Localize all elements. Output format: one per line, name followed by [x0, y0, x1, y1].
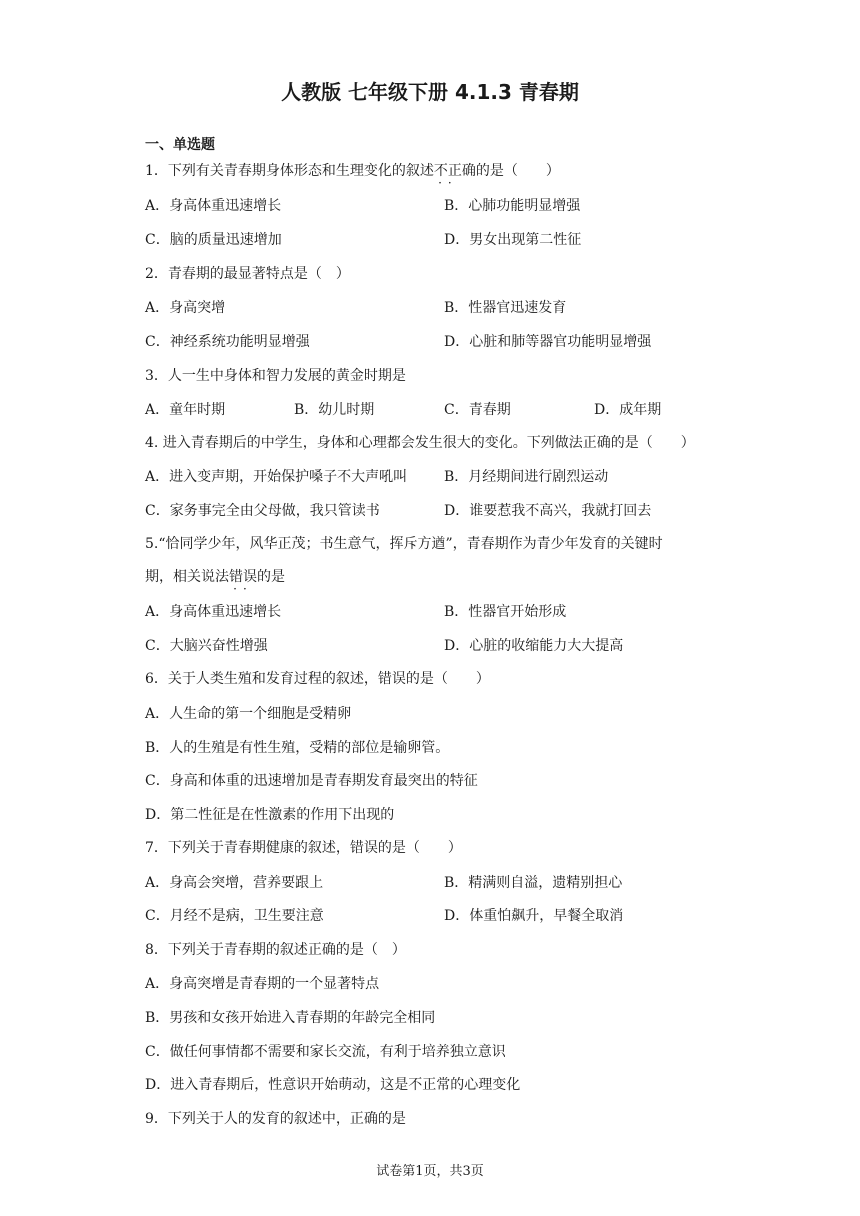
q7-option-d: D．体重怕飙升，早餐全取消: [444, 908, 624, 924]
q5-option-b: B．性器官开始形成: [444, 604, 567, 620]
q5-option-a: A．身高体重迅速增长: [145, 604, 282, 620]
q7-option-c: C．月经不是病，卫生要注意: [145, 908, 324, 924]
q5-stem-end: 的是: [257, 569, 285, 585]
q1-option-d: D．男女出现第二性征: [444, 232, 582, 248]
q8-option-b: B．男孩和女孩开始进入青春期的年龄完全相同: [145, 1010, 436, 1026]
question-7: 7．下列关于青春期健康的叙述，错误的是（ ）: [145, 840, 462, 856]
q6-option-a: A．人生命的第一个细胞是受精卵: [145, 706, 352, 722]
q7-option-a: A．身高会突增，营养要跟上: [145, 875, 324, 891]
q1-emphasis: 不正 ··: [434, 163, 462, 179]
q5-option-d: D．心脏的收缩能力大大提高: [444, 638, 624, 654]
q1-option-a: A．身高体重迅速增长: [145, 198, 282, 214]
q2-option-a: A．身高突增: [145, 300, 226, 316]
q3-option-a: A．童年时期: [145, 402, 226, 418]
q1-option-b: B．心肺功能明显增强: [444, 198, 581, 214]
q5-emphasis: 错误 ··: [229, 569, 257, 585]
page-title: 人教版 七年级下册 4.1.3 青春期: [281, 80, 579, 104]
page-footer: 试卷第1页，共3页: [376, 1164, 484, 1179]
question-3: 3．人一生中身体和智力发展的黄金时期是: [145, 368, 406, 384]
q1-stem-start: 1．下列有关青春期身体形态和生理变化的叙述: [145, 163, 434, 179]
question-5-line-2: [145, 568, 285, 586]
q2-option-b: B．性器官迅速发育: [444, 300, 567, 316]
question-1: [145, 162, 560, 180]
question-2: 2．青春期的最显著特点是（ ）: [145, 266, 350, 282]
question-4: 4. 进入青春期后的中学生，身体和心理都会发生很大的变化。下列做法正确的是（ ）: [145, 435, 695, 451]
q4-option-d: D．谁要惹我不高兴，我就打回去: [444, 503, 652, 519]
question-8: 8．下列关于青春期的叙述正确的是（ ）: [145, 942, 406, 958]
q4-option-a: A．进入变声期，开始保护嗓子不大声吼叫: [145, 469, 408, 485]
q1-option-c: C．脑的质量迅速增加: [145, 232, 282, 248]
q7-option-b: B．精满则自溢，遗精别担心: [444, 875, 623, 891]
q2-option-c: C．神经系统功能明显增强: [145, 334, 310, 350]
q8-option-a: A．身高突增是青春期的一个显著特点: [145, 976, 380, 992]
q4-option-c: C．家务事完全由父母做，我只管读书: [145, 503, 380, 519]
q4-option-b: B．月经期间进行剧烈运动: [444, 469, 609, 485]
q5-stem-start: 期，相关说法: [145, 569, 229, 585]
q3-option-b: B．幼儿时期: [294, 402, 375, 418]
q6-option-d: D．第二性征是在性激素的作用下出现的: [145, 807, 395, 823]
q8-option-d: D．进入青春期后，性意识开始萌动，这是不正常的心理变化: [145, 1077, 521, 1093]
question-9: 9．下列关于人的发育的叙述中，正确的是: [145, 1111, 406, 1127]
q3-option-d: D．成年期: [594, 402, 662, 418]
question-5-line-1: 5.“恰同学少年，风华正茂；书生意气，挥斥方遒”，青春期作为青少年发育的关键时: [145, 536, 663, 552]
question-6: 6．关于人类生殖和发育过程的叙述，错误的是（ ）: [145, 671, 490, 687]
q6-option-b: B．人的生殖是有性生殖，受精的部位是输卵管。: [145, 740, 450, 756]
q8-option-c: C．做任何事情都不需要和家长交流，有利于培养独立意识: [145, 1044, 506, 1060]
q2-option-d: D．心脏和肺等器官功能明显增强: [444, 334, 652, 350]
q1-stem-end: 确的是（ ）: [461, 163, 560, 179]
q6-option-c: C．身高和体重的迅速增加是青春期发育最突出的特征: [145, 773, 478, 789]
section-heading: 一、单选题: [145, 137, 215, 153]
q5-option-c: C．大脑兴奋性增强: [145, 638, 268, 654]
q3-option-c: C．青春期: [444, 402, 511, 418]
